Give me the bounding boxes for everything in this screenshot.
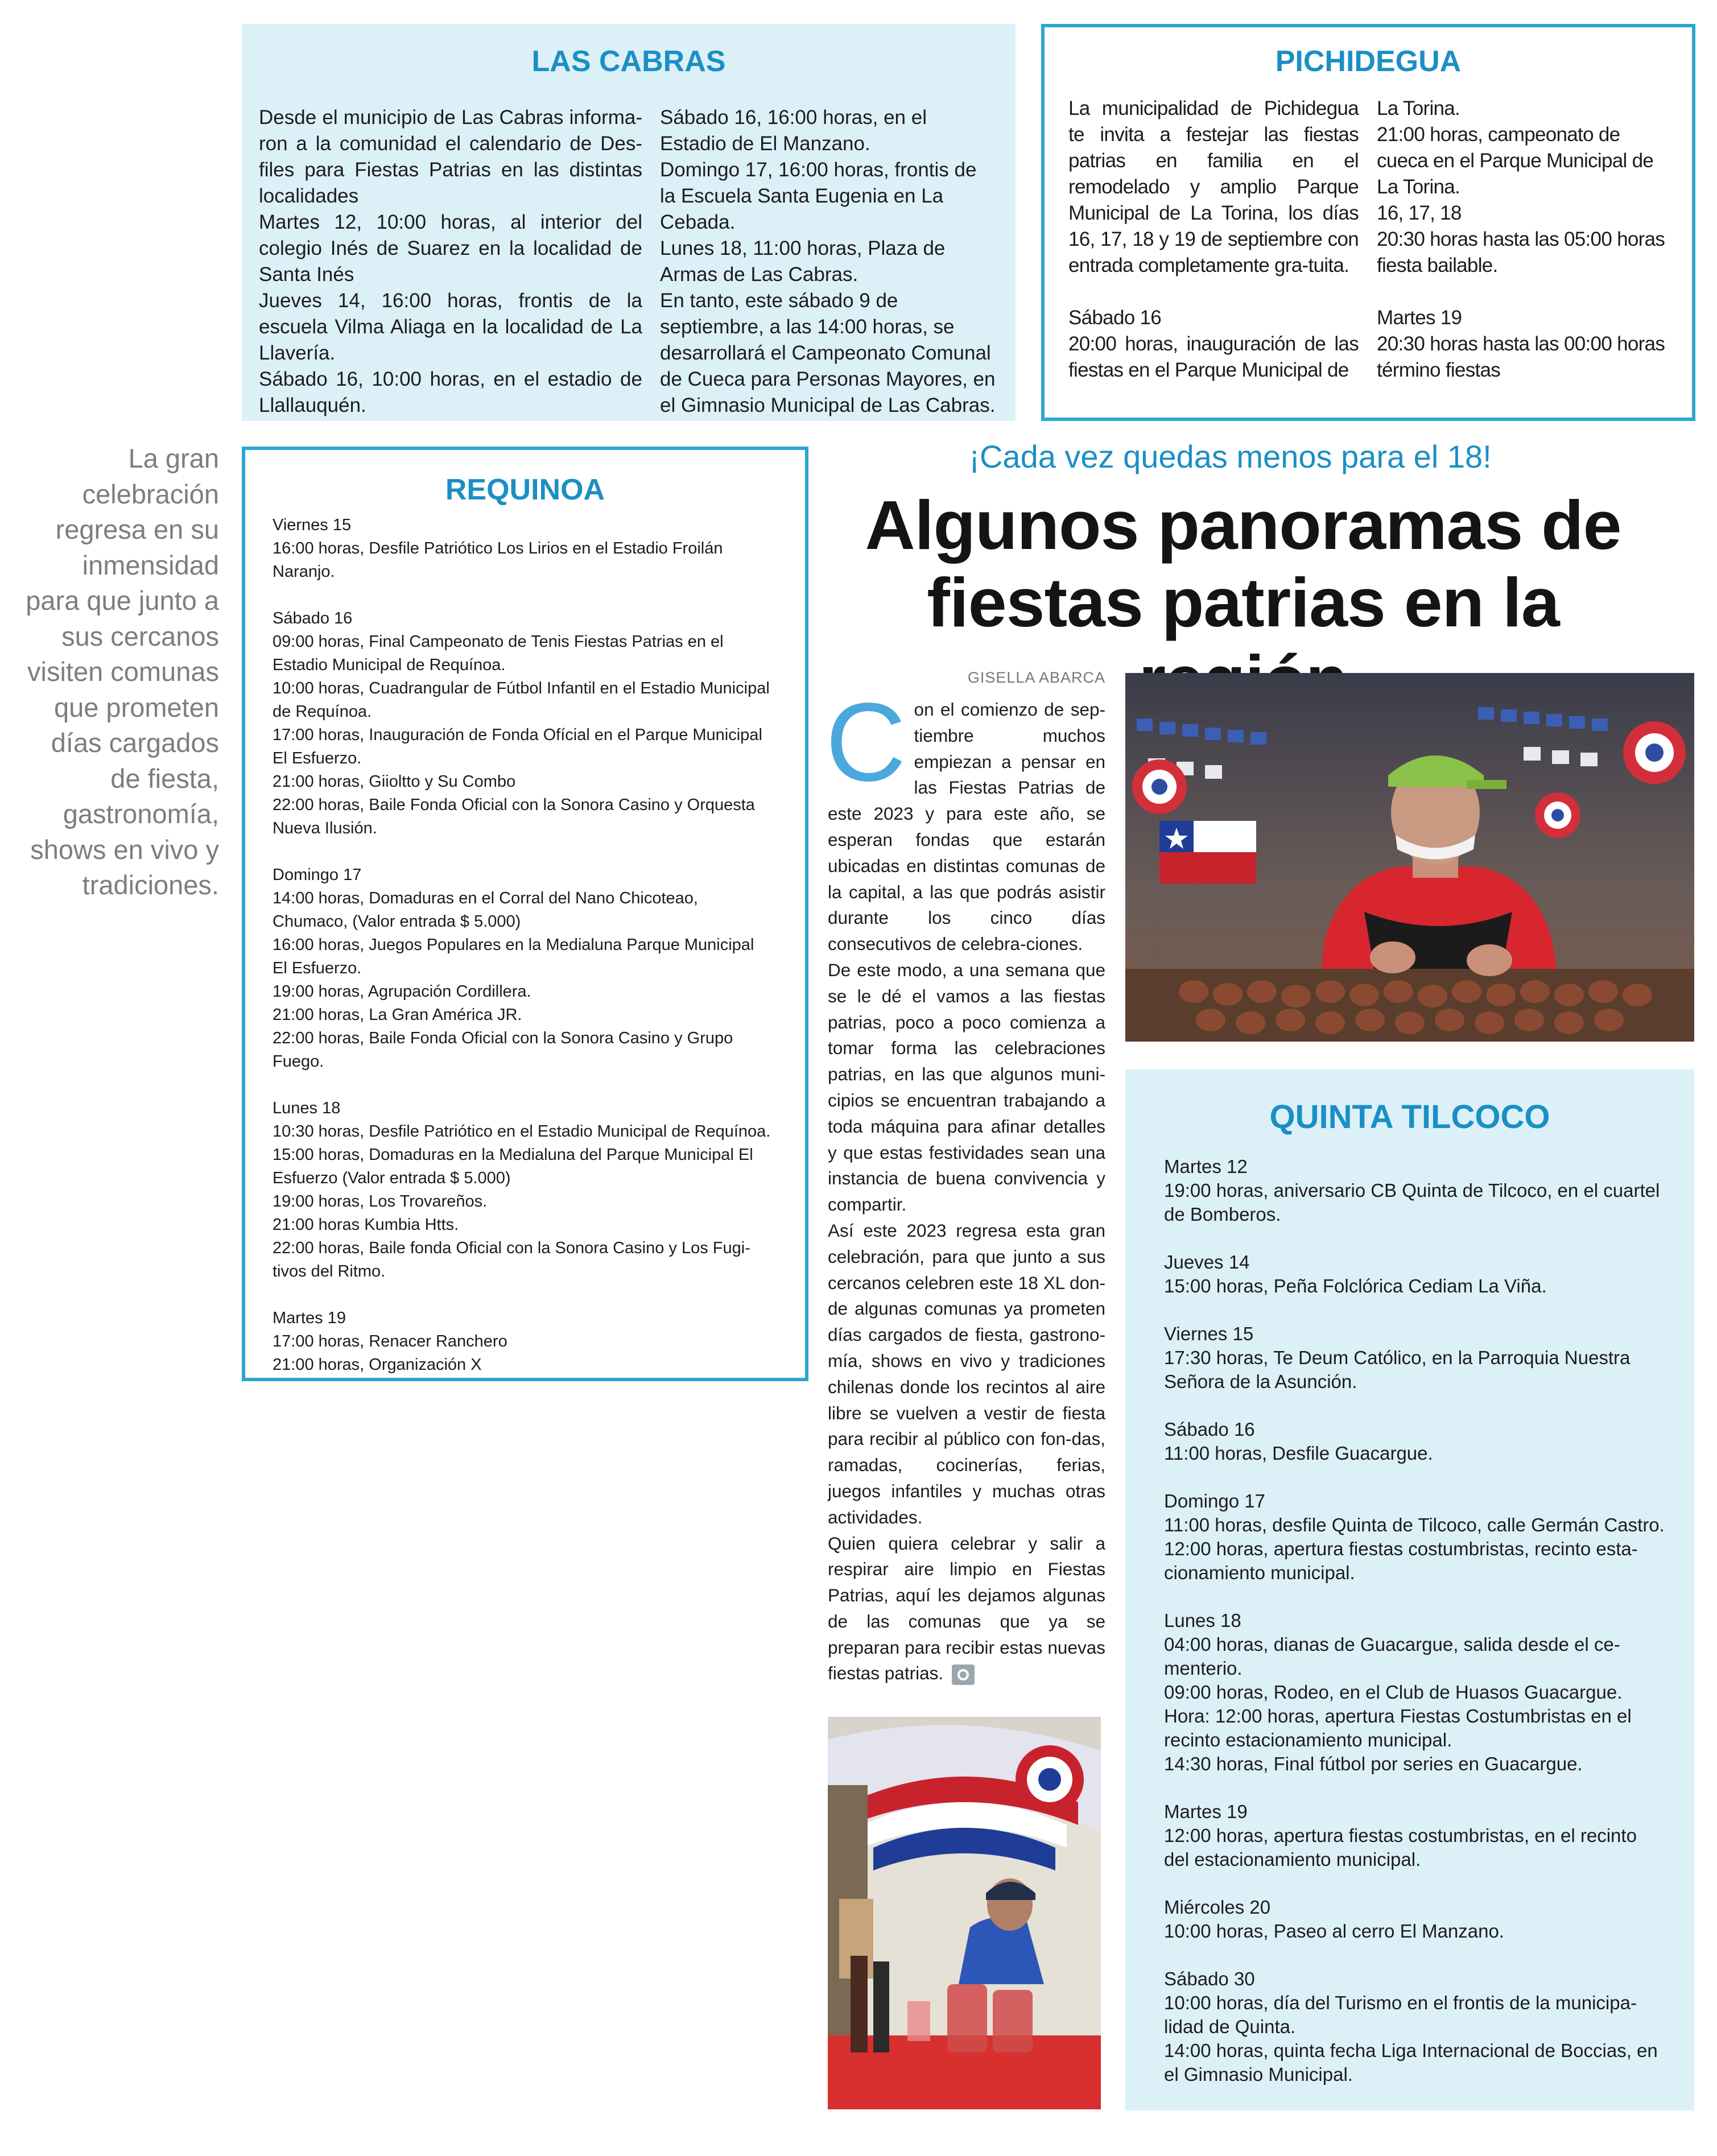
day-label: Lunes 18	[1164, 1610, 1241, 1631]
spacer	[1068, 279, 1359, 305]
event-item: 16:00 horas, Desfile Patriótico Los Lirios en el Estadio Froilán Naranjo.	[273, 539, 723, 581]
event-item: 15:00 horas, Domaduras en la Medialuna del Parque Municipal El Esfuerzo (Valor entrada $ 5.000)	[273, 1146, 753, 1187]
photo-drinks-vendor-image	[828, 1717, 1101, 2109]
event-item: 19:00 horas, Los Trovareños.	[273, 1192, 488, 1211]
schedule-day	[273, 864, 773, 1073]
day-label: Sábado 16	[273, 609, 353, 627]
event-item: 21:00 horas Kumbia Htts.	[273, 1216, 459, 1234]
paragraph: Sábado 16, 10:00 horas, en el estadio de Llallauquén.	[259, 368, 642, 416]
event-item: 12:00 horas, apertura fiestas costumbristas, recinto esta-cionamiento municipal.	[1164, 1538, 1638, 1583]
pichidegua-title: PICHIDEGUA	[1275, 45, 1462, 78]
schedule-day	[273, 607, 773, 840]
las-cabras-box	[242, 24, 1016, 421]
article-body	[826, 680, 1105, 1687]
schedule-day	[1164, 1418, 1665, 1465]
day-label: Miércoles 20	[1164, 1897, 1271, 1918]
photo-grill-vendor	[1125, 673, 1694, 1042]
event-item: 09:00 horas, Final Campeonato de Tenis Fiestas Patrias en el Estadio Municipal de Requínoa.	[273, 633, 724, 674]
article-byline: GISELLA ABARCA	[967, 669, 1105, 686]
las-cabras-col2	[660, 105, 996, 419]
event-item: 19:00 horas, Agrupación Cordillera.	[273, 982, 531, 1001]
paragraph: Lunes 18, 11:00 horas, Plaza de Armas de Las Cabras.	[660, 237, 946, 286]
day-label: 16, 17, 18	[1377, 202, 1462, 224]
schedule-day	[1164, 1250, 1665, 1298]
event-item: 10:00 horas, día del Turismo en el frontis de la municipa-lidad de Quinta.	[1164, 1992, 1637, 2037]
event-item: 17:00 horas, Renacer Ranchero	[273, 1332, 507, 1350]
schedule-day	[273, 1307, 773, 1377]
requinoa-title: REQUINOA	[445, 473, 605, 506]
event-item: 17:00 horas, Inauguración de Fonda Ofícial en el Parque Municipal El Esfuerzo.	[273, 726, 762, 767]
event-item: 22:00 horas, Baile fonda Oficial con la Sonora Casino y Los Fugi-tivos del Ritmo.	[273, 1239, 750, 1281]
requinoa-schedule	[273, 514, 773, 1400]
schedule-day	[1164, 1322, 1665, 1394]
pull-quote: La gran celebración regresa en su inmensidad para que junto a sus cercanos visiten comunas que prometen días cargados de fiesta, gastronomía, shows en vivo y tradiciones.	[26, 443, 219, 900]
paragraph: Martes 12, 10:00 horas, al interior del colegio Inés de Suarez en la localidad de Santa Inés	[259, 211, 642, 286]
event-item: 21:00 horas, Giioltto y Su Combo	[273, 773, 516, 791]
event-item: 09:00 horas, Rodeo, en el Club de Huasos Guacargue.	[1164, 1682, 1623, 1703]
photo-grill-vendor-image	[1125, 673, 1694, 1042]
day-label: Martes 19	[273, 1309, 346, 1327]
event-item: 11:00 horas, desfile Quinta de Tilcoco, calle Germán Castro.	[1164, 1514, 1665, 1535]
event-item: 16:00 horas, Juegos Populares en la Medialuna Parque Municipal El Esfuerzo.	[273, 936, 754, 977]
event: 20:30 horas hasta las 00:00 horas término fiestas	[1377, 333, 1665, 381]
paragraph: Jueves 14, 16:00 horas, frontis de la escuela Vilma Aliaga en la localidad de La Llavería.	[259, 290, 642, 364]
schedule-day	[1164, 1967, 1665, 2087]
day-label: Viernes 15	[273, 516, 352, 534]
paragraph: Sábado 16, 16:00 horas, en el Estadio de El Manzano.	[660, 106, 927, 155]
schedule-day	[1164, 1895, 1665, 1943]
quinta-tilcoco-title: QUINTA TILCOCO	[1269, 1098, 1550, 1135]
event-item: 12:00 horas, apertura fiestas costumbristas, en el recinto del estacionamiento municipal.	[1164, 1825, 1637, 1870]
event-item: 15:00 horas, Peña Folclórica Cediam La Viña.	[1164, 1275, 1547, 1296]
quinta-tilcoco-schedule	[1164, 1155, 1665, 2110]
paragraph: En tanto, este sábado 9 de septiembre, a las 14:00 horas, se desarrollará el Campeonato Comunal de Cueca para Personas Mayores, en el Gimnasio Municipal de Las Cabras.	[660, 290, 996, 416]
event-item: 10:30 horas, Desfile Patriótico en el Estadio Municipal de Requínoa.	[273, 1122, 771, 1141]
schedule-day	[1164, 1489, 1665, 1585]
paragraph: Desde el municipio de Las Cabras informa-ron a la comunidad el calendario de Des-files para Fiestas Patrias en las distintas localidades	[259, 106, 642, 207]
event-item: 04:00 horas, dianas de Guacargue, salida desde el ce-menterio.	[1164, 1634, 1620, 1679]
event-item: 21:00 horas, La Gran América JR.	[273, 1006, 522, 1024]
day-label: Martes 19	[1377, 307, 1462, 329]
day-label: Domingo 17	[273, 866, 362, 884]
event: 20:30 horas hasta las 05:00 horas fiesta bailable.	[1377, 228, 1665, 276]
day-label: Martes 19	[1164, 1801, 1248, 1822]
pichidegua-col1	[1068, 96, 1359, 383]
day-label: Sábado 16	[1068, 307, 1162, 329]
event-item: 19:00 horas, aniversario CB Quinta de Tilcoco, en el cuartel de Bomberos.	[1164, 1180, 1660, 1225]
event-item: 21:00 horas, Organización X	[273, 1356, 482, 1374]
event-item: Hora: 12:00 horas, apertura Fiestas Costumbristas en el recinto estacionamiento municipal.	[1164, 1705, 1632, 1750]
schedule-day	[1164, 1800, 1665, 1872]
event: 20:00 horas, inauguración de las fiestas en el Parque Municipal de	[1068, 333, 1359, 381]
day-label: Domingo 17	[1164, 1490, 1265, 1511]
day-label: Viernes 15	[1164, 1323, 1254, 1344]
event-item: 22:00 horas, Baile Fonda Oficial con la Sonora Casino y Grupo Fuego.	[273, 1029, 733, 1071]
event-item: 14:00 horas, Domaduras en el Corral del Nano Chicoteao, Chumaco, (Valor entrada $ 5.000)	[273, 889, 698, 931]
event-item: 22:00 horas, Baile Fonda Oficial con la Sonora Casino y Orquesta Nueva Ilusión.	[273, 796, 755, 837]
day-label: Sábado 16	[1164, 1419, 1255, 1440]
article-kicker: ¡Cada vez quedas menos para el 18!	[969, 439, 1492, 474]
schedule-day	[1164, 1155, 1665, 1226]
spacer	[1377, 279, 1675, 305]
day-label: Martes 12	[1164, 1156, 1248, 1177]
paragraph: Domingo 17, 16:00 horas, frontis de la Escuela Santa Eugenia en La Cebada.	[660, 159, 977, 233]
event-item: 10:00 horas, Paseo al cerro El Manzano.	[1164, 1920, 1505, 1942]
event-item: 14:30 horas, Final fútbol por series en Guacargue.	[1164, 1753, 1583, 1774]
paragraph: La municipalidad de Pichidegua te invita a festejar las fiestas patrias en familia en el remodelado y amplio Parque Municipal de La Torina, los días 16, 17, 18 y 19 de septiembre con entrada completamente gra-tuita.	[1068, 97, 1359, 276]
requinoa-box	[242, 447, 808, 1381]
event-item: 10:00 horas, Cuadrangular de Fútbol Infantil en el Estadio Municipal de Requínoa.	[273, 679, 770, 721]
day-label: Sábado 30	[1164, 1968, 1255, 1989]
las-cabras-col1	[259, 105, 642, 419]
article-paragraph: Con el comienzo de sep-tiembre muchos empiezan a pensar en las Fiestas Patrias de este 2023 y para este año, se esperan fondas que estarán ubicadas en distintas comunas de la capital, a las que podrás asistir durante los cinco días consecutivos de celebra-ciones.	[826, 680, 1105, 955]
article-headline: Algunos panoramas de fiestas patrias en la	[865, 486, 1621, 641]
pichidegua-col2	[1377, 96, 1675, 383]
article-paragraph: Así este 2023 regresa esta gran celebración, para que junto a sus cercanos celebren este 18 XL don-de algunas comunas ya prometen días cargados de fiesta, gastrono-mía, shows en vivo y tradiciones chilenas donde los recintos al aire libre se vuelven a vestir de fiesta para recibir al público con fon-das, ramadas, cocinerías, ferias, juegos infantiles y muchas otras actividades.	[828, 1220, 1105, 1527]
paragraph: La Torina.	[1377, 97, 1460, 119]
las-cabras-title: LAS CABRAS	[531, 45, 726, 78]
day-label: Jueves 14	[1164, 1252, 1250, 1273]
end-mark-icon	[952, 1665, 975, 1685]
article-paragraph: De este modo, a una semana que se le dé el vamos a las fiestas patrias, poco a poco comienza a tomar forma las celebraciones patrias, en las que algunos muni-cipios se encuentran trabajando a toda máquina para afinar detalles y que estas festividades sean una instancia de buena convivencia y compartir.	[828, 959, 1105, 1215]
photo-drinks-vendor	[828, 1717, 1101, 2109]
event-item: 11:00 horas, Desfile Guacargue.	[1164, 1443, 1433, 1464]
article-paragraph: Quien quiera celebrar y salir a respirar aire limpio en Fiestas Patrias, aquí les dejamos algunas de las comunas que ya se preparan para recibir estas nuevas fiestas patrias.	[828, 1531, 1105, 1687]
event: 21:00 horas, campeonato de cueca en el Parque Municipal de La Torina.	[1377, 123, 1654, 198]
event-item: 17:30 horas, Te Deum Católico, en la Parroquia Nuestra Señora de la Asunción.	[1164, 1347, 1631, 1392]
day-label: Lunes 18	[273, 1099, 341, 1117]
event-item: 14:00 horas, quinta fecha Liga Internacional de Boccias, en el Gimnasio Municipal.	[1164, 2040, 1658, 2085]
schedule-day	[273, 1097, 773, 1283]
pichidegua-box	[1041, 24, 1695, 421]
schedule-day	[273, 514, 773, 584]
drop-cap: C	[826, 680, 906, 804]
quinta-tilcoco-box	[1125, 1069, 1694, 2110]
schedule-day	[1164, 1609, 1665, 1776]
